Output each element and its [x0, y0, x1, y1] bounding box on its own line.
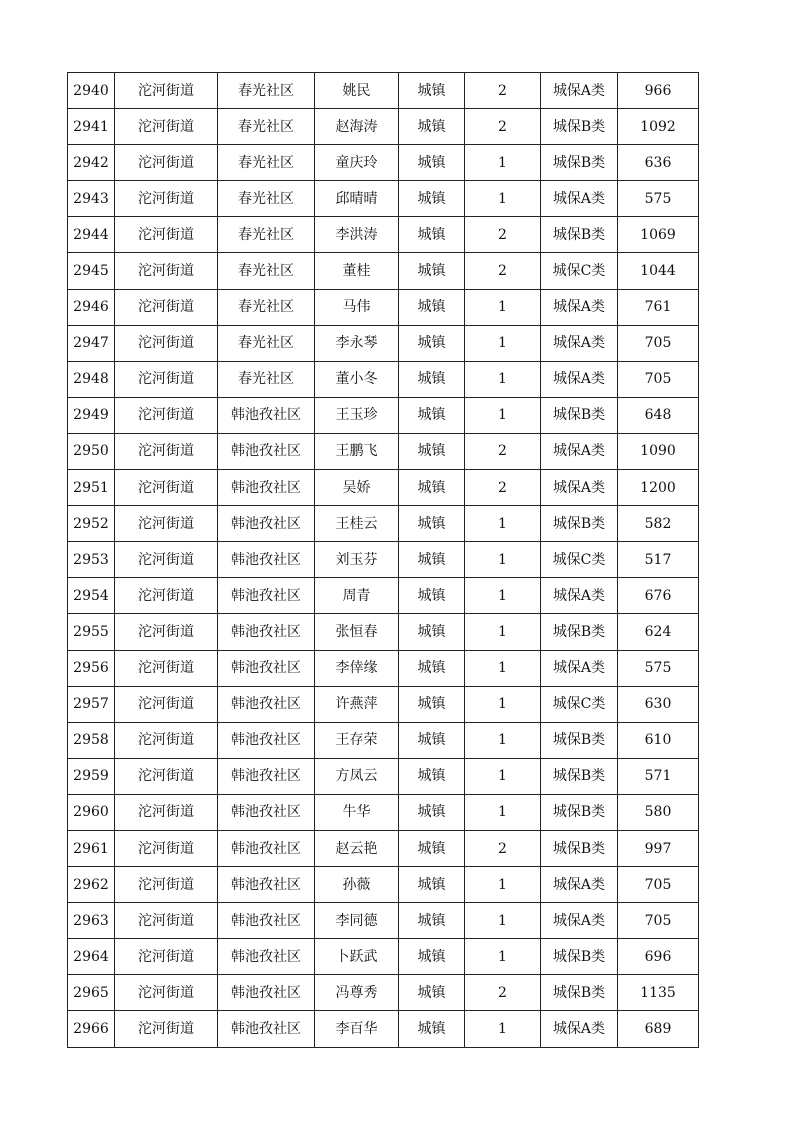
- serial-number-cell: 2959: [68, 758, 115, 794]
- street-cell: 沱河街道: [115, 578, 218, 614]
- household-count-cell: 2: [465, 109, 541, 145]
- roster-table: [67, 72, 699, 1048]
- insurance-class-cell: 城保B类: [541, 975, 618, 1011]
- amount-cell: 630: [618, 686, 699, 722]
- area-type-cell: 城镇: [399, 830, 465, 866]
- street-cell: 沱河街道: [115, 289, 218, 325]
- amount-cell: 580: [618, 794, 699, 830]
- serial-number-cell: 2958: [68, 722, 115, 758]
- street-cell: 沱河街道: [115, 1011, 218, 1047]
- insurance-class-cell: 城保B类: [541, 830, 618, 866]
- community-cell: 春光社区: [218, 217, 315, 253]
- street-cell: 沱河街道: [115, 939, 218, 975]
- table-row: [68, 758, 699, 794]
- area-type-cell: 城镇: [399, 109, 465, 145]
- area-type-cell: 城镇: [399, 722, 465, 758]
- street-cell: 沱河街道: [115, 470, 218, 506]
- household-count-cell: 2: [465, 433, 541, 469]
- community-cell: 韩池孜社区: [218, 794, 315, 830]
- table-row: [68, 830, 699, 866]
- street-cell: 沱河街道: [115, 686, 218, 722]
- table-row: [68, 722, 699, 758]
- household-count-cell: 1: [465, 614, 541, 650]
- street-cell: 沱河街道: [115, 145, 218, 181]
- area-type-cell: 城镇: [399, 542, 465, 578]
- household-count-cell: 1: [465, 650, 541, 686]
- area-type-cell: 城镇: [399, 686, 465, 722]
- table-row: [68, 433, 699, 469]
- person-name-cell: 牛华: [315, 794, 399, 830]
- amount-cell: 575: [618, 181, 699, 217]
- amount-cell: 997: [618, 830, 699, 866]
- community-cell: 韩池孜社区: [218, 867, 315, 903]
- person-name-cell: 王鹏飞: [315, 433, 399, 469]
- street-cell: 沱河街道: [115, 73, 218, 109]
- person-name-cell: 王存荣: [315, 722, 399, 758]
- area-type-cell: 城镇: [399, 506, 465, 542]
- insurance-class-cell: 城保A类: [541, 903, 618, 939]
- person-name-cell: 李永琴: [315, 325, 399, 361]
- community-cell: 韩池孜社区: [218, 470, 315, 506]
- table-row: [68, 109, 699, 145]
- table-row: [68, 289, 699, 325]
- insurance-class-cell: 城保C类: [541, 686, 618, 722]
- amount-cell: 517: [618, 542, 699, 578]
- amount-cell: 1090: [618, 433, 699, 469]
- serial-number-cell: 2950: [68, 433, 115, 469]
- community-cell: 韩池孜社区: [218, 433, 315, 469]
- household-count-cell: 1: [465, 794, 541, 830]
- serial-number-cell: 2948: [68, 361, 115, 397]
- amount-cell: 1200: [618, 470, 699, 506]
- insurance-class-cell: 城保A类: [541, 325, 618, 361]
- community-cell: 韩池孜社区: [218, 506, 315, 542]
- serial-number-cell: 2954: [68, 578, 115, 614]
- table-row: [68, 1011, 699, 1047]
- insurance-class-cell: 城保B类: [541, 397, 618, 433]
- area-type-cell: 城镇: [399, 73, 465, 109]
- area-type-cell: 城镇: [399, 325, 465, 361]
- community-cell: 春光社区: [218, 361, 315, 397]
- household-count-cell: 2: [465, 217, 541, 253]
- area-type-cell: 城镇: [399, 397, 465, 433]
- street-cell: 沱河街道: [115, 253, 218, 289]
- street-cell: 沱河街道: [115, 109, 218, 145]
- amount-cell: 696: [618, 939, 699, 975]
- household-count-cell: 1: [465, 867, 541, 903]
- community-cell: 春光社区: [218, 181, 315, 217]
- street-cell: 沱河街道: [115, 506, 218, 542]
- street-cell: 沱河街道: [115, 650, 218, 686]
- person-name-cell: 王玉珍: [315, 397, 399, 433]
- amount-cell: 648: [618, 397, 699, 433]
- serial-number-cell: 2965: [68, 975, 115, 1011]
- table-row: [68, 578, 699, 614]
- amount-cell: 705: [618, 903, 699, 939]
- table-row: [68, 686, 699, 722]
- table-row: [68, 975, 699, 1011]
- insurance-class-cell: 城保A类: [541, 1011, 618, 1047]
- community-cell: 韩池孜社区: [218, 939, 315, 975]
- serial-number-cell: 2957: [68, 686, 115, 722]
- area-type-cell: 城镇: [399, 361, 465, 397]
- table-row: [68, 253, 699, 289]
- insurance-class-cell: 城保A类: [541, 361, 618, 397]
- person-name-cell: 李洪涛: [315, 217, 399, 253]
- serial-number-cell: 2955: [68, 614, 115, 650]
- street-cell: 沱河街道: [115, 830, 218, 866]
- area-type-cell: 城镇: [399, 975, 465, 1011]
- person-name-cell: 童庆玲: [315, 145, 399, 181]
- serial-number-cell: 2953: [68, 542, 115, 578]
- area-type-cell: 城镇: [399, 1011, 465, 1047]
- area-type-cell: 城镇: [399, 939, 465, 975]
- amount-cell: 636: [618, 145, 699, 181]
- table-row: [68, 650, 699, 686]
- street-cell: 沱河街道: [115, 361, 218, 397]
- household-count-cell: 2: [465, 830, 541, 866]
- amount-cell: 575: [618, 650, 699, 686]
- table-row: [68, 397, 699, 433]
- community-cell: 春光社区: [218, 145, 315, 181]
- serial-number-cell: 2946: [68, 289, 115, 325]
- household-count-cell: 1: [465, 939, 541, 975]
- insurance-class-cell: 城保B类: [541, 758, 618, 794]
- serial-number-cell: 2963: [68, 903, 115, 939]
- amount-cell: 705: [618, 361, 699, 397]
- community-cell: 韩池孜社区: [218, 686, 315, 722]
- area-type-cell: 城镇: [399, 650, 465, 686]
- household-count-cell: 2: [465, 975, 541, 1011]
- community-cell: 韩池孜社区: [218, 758, 315, 794]
- household-count-cell: 1: [465, 361, 541, 397]
- community-cell: 韩池孜社区: [218, 1011, 315, 1047]
- amount-cell: 966: [618, 73, 699, 109]
- person-name-cell: 董小冬: [315, 361, 399, 397]
- roster-body: [68, 73, 699, 1048]
- person-name-cell: 许燕萍: [315, 686, 399, 722]
- household-count-cell: 1: [465, 758, 541, 794]
- insurance-class-cell: 城保B类: [541, 506, 618, 542]
- community-cell: 春光社区: [218, 289, 315, 325]
- person-name-cell: 姚民: [315, 73, 399, 109]
- street-cell: 沱河街道: [115, 397, 218, 433]
- area-type-cell: 城镇: [399, 145, 465, 181]
- street-cell: 沱河街道: [115, 758, 218, 794]
- street-cell: 沱河街道: [115, 903, 218, 939]
- amount-cell: 610: [618, 722, 699, 758]
- insurance-class-cell: 城保A类: [541, 867, 618, 903]
- household-count-cell: 1: [465, 542, 541, 578]
- area-type-cell: 城镇: [399, 289, 465, 325]
- amount-cell: 676: [618, 578, 699, 614]
- community-cell: 韩池孜社区: [218, 650, 315, 686]
- serial-number-cell: 2962: [68, 867, 115, 903]
- amount-cell: 761: [618, 289, 699, 325]
- table-row: [68, 542, 699, 578]
- person-name-cell: 张恒春: [315, 614, 399, 650]
- table-row: [68, 470, 699, 506]
- insurance-class-cell: 城保A类: [541, 73, 618, 109]
- area-type-cell: 城镇: [399, 614, 465, 650]
- household-count-cell: 1: [465, 397, 541, 433]
- household-count-cell: 1: [465, 289, 541, 325]
- person-name-cell: 董桂: [315, 253, 399, 289]
- person-name-cell: 李倖缘: [315, 650, 399, 686]
- insurance-class-cell: 城保B类: [541, 939, 618, 975]
- street-cell: 沱河街道: [115, 325, 218, 361]
- community-cell: 韩池孜社区: [218, 614, 315, 650]
- person-name-cell: 周青: [315, 578, 399, 614]
- table-row: [68, 325, 699, 361]
- household-count-cell: 1: [465, 325, 541, 361]
- household-count-cell: 1: [465, 181, 541, 217]
- community-cell: 韩池孜社区: [218, 903, 315, 939]
- table-row: [68, 506, 699, 542]
- community-cell: 春光社区: [218, 253, 315, 289]
- area-type-cell: 城镇: [399, 794, 465, 830]
- table-row: [68, 903, 699, 939]
- household-count-cell: 1: [465, 1011, 541, 1047]
- table-row: [68, 939, 699, 975]
- serial-number-cell: 2945: [68, 253, 115, 289]
- street-cell: 沱河街道: [115, 542, 218, 578]
- area-type-cell: 城镇: [399, 758, 465, 794]
- street-cell: 沱河街道: [115, 433, 218, 469]
- area-type-cell: 城镇: [399, 470, 465, 506]
- person-name-cell: 李同德: [315, 903, 399, 939]
- insurance-class-cell: 城保A类: [541, 578, 618, 614]
- person-name-cell: 马伟: [315, 289, 399, 325]
- table-row: [68, 361, 699, 397]
- community-cell: 韩池孜社区: [218, 542, 315, 578]
- street-cell: 沱河街道: [115, 867, 218, 903]
- insurance-class-cell: 城保B类: [541, 722, 618, 758]
- table-row: [68, 145, 699, 181]
- household-count-cell: 1: [465, 722, 541, 758]
- insurance-class-cell: 城保B类: [541, 109, 618, 145]
- person-name-cell: 孙薇: [315, 867, 399, 903]
- household-count-cell: 2: [465, 73, 541, 109]
- serial-number-cell: 2940: [68, 73, 115, 109]
- insurance-class-cell: 城保B类: [541, 794, 618, 830]
- area-type-cell: 城镇: [399, 903, 465, 939]
- insurance-class-cell: 城保C类: [541, 253, 618, 289]
- serial-number-cell: 2944: [68, 217, 115, 253]
- person-name-cell: 邱晴晴: [315, 181, 399, 217]
- community-cell: 韩池孜社区: [218, 830, 315, 866]
- insurance-class-cell: 城保A类: [541, 181, 618, 217]
- community-cell: 韩池孜社区: [218, 578, 315, 614]
- amount-cell: 705: [618, 325, 699, 361]
- area-type-cell: 城镇: [399, 253, 465, 289]
- insurance-class-cell: 城保A类: [541, 650, 618, 686]
- serial-number-cell: 2964: [68, 939, 115, 975]
- serial-number-cell: 2961: [68, 830, 115, 866]
- household-count-cell: 1: [465, 145, 541, 181]
- person-name-cell: 方凤云: [315, 758, 399, 794]
- person-name-cell: 王桂云: [315, 506, 399, 542]
- serial-number-cell: 2943: [68, 181, 115, 217]
- table-row: [68, 614, 699, 650]
- household-count-cell: 1: [465, 903, 541, 939]
- amount-cell: 1044: [618, 253, 699, 289]
- household-count-cell: 2: [465, 253, 541, 289]
- amount-cell: 582: [618, 506, 699, 542]
- household-count-cell: 1: [465, 506, 541, 542]
- insurance-class-cell: 城保A类: [541, 289, 618, 325]
- serial-number-cell: 2966: [68, 1011, 115, 1047]
- insurance-class-cell: 城保A类: [541, 470, 618, 506]
- serial-number-cell: 2951: [68, 470, 115, 506]
- amount-cell: 1069: [618, 217, 699, 253]
- amount-cell: 705: [618, 867, 699, 903]
- table-row: [68, 73, 699, 109]
- community-cell: 韩池孜社区: [218, 397, 315, 433]
- community-cell: 春光社区: [218, 73, 315, 109]
- serial-number-cell: 2952: [68, 506, 115, 542]
- serial-number-cell: 2960: [68, 794, 115, 830]
- community-cell: 春光社区: [218, 325, 315, 361]
- insurance-class-cell: 城保B类: [541, 145, 618, 181]
- community-cell: 韩池孜社区: [218, 722, 315, 758]
- street-cell: 沱河街道: [115, 181, 218, 217]
- household-count-cell: 2: [465, 470, 541, 506]
- amount-cell: 1135: [618, 975, 699, 1011]
- serial-number-cell: 2956: [68, 650, 115, 686]
- area-type-cell: 城镇: [399, 217, 465, 253]
- person-name-cell: 卜跃武: [315, 939, 399, 975]
- insurance-class-cell: 城保C类: [541, 542, 618, 578]
- insurance-class-cell: 城保B类: [541, 614, 618, 650]
- household-count-cell: 1: [465, 578, 541, 614]
- person-name-cell: 刘玉芬: [315, 542, 399, 578]
- area-type-cell: 城镇: [399, 867, 465, 903]
- serial-number-cell: 2942: [68, 145, 115, 181]
- insurance-class-cell: 城保A类: [541, 433, 618, 469]
- area-type-cell: 城镇: [399, 181, 465, 217]
- serial-number-cell: 2941: [68, 109, 115, 145]
- person-name-cell: 赵海涛: [315, 109, 399, 145]
- table-row: [68, 867, 699, 903]
- community-cell: 春光社区: [218, 109, 315, 145]
- street-cell: 沱河街道: [115, 614, 218, 650]
- insurance-class-cell: 城保B类: [541, 217, 618, 253]
- person-name-cell: 吴娇: [315, 470, 399, 506]
- area-type-cell: 城镇: [399, 578, 465, 614]
- serial-number-cell: 2947: [68, 325, 115, 361]
- street-cell: 沱河街道: [115, 975, 218, 1011]
- community-cell: 韩池孜社区: [218, 975, 315, 1011]
- person-name-cell: 冯尊秀: [315, 975, 399, 1011]
- serial-number-cell: 2949: [68, 397, 115, 433]
- table-row: [68, 794, 699, 830]
- household-count-cell: 1: [465, 686, 541, 722]
- area-type-cell: 城镇: [399, 433, 465, 469]
- amount-cell: 1092: [618, 109, 699, 145]
- street-cell: 沱河街道: [115, 217, 218, 253]
- amount-cell: 571: [618, 758, 699, 794]
- table-row: [68, 181, 699, 217]
- street-cell: 沱河街道: [115, 794, 218, 830]
- amount-cell: 624: [618, 614, 699, 650]
- amount-cell: 689: [618, 1011, 699, 1047]
- person-name-cell: 赵云艳: [315, 830, 399, 866]
- person-name-cell: 李百华: [315, 1011, 399, 1047]
- street-cell: 沱河街道: [115, 722, 218, 758]
- table-row: [68, 217, 699, 253]
